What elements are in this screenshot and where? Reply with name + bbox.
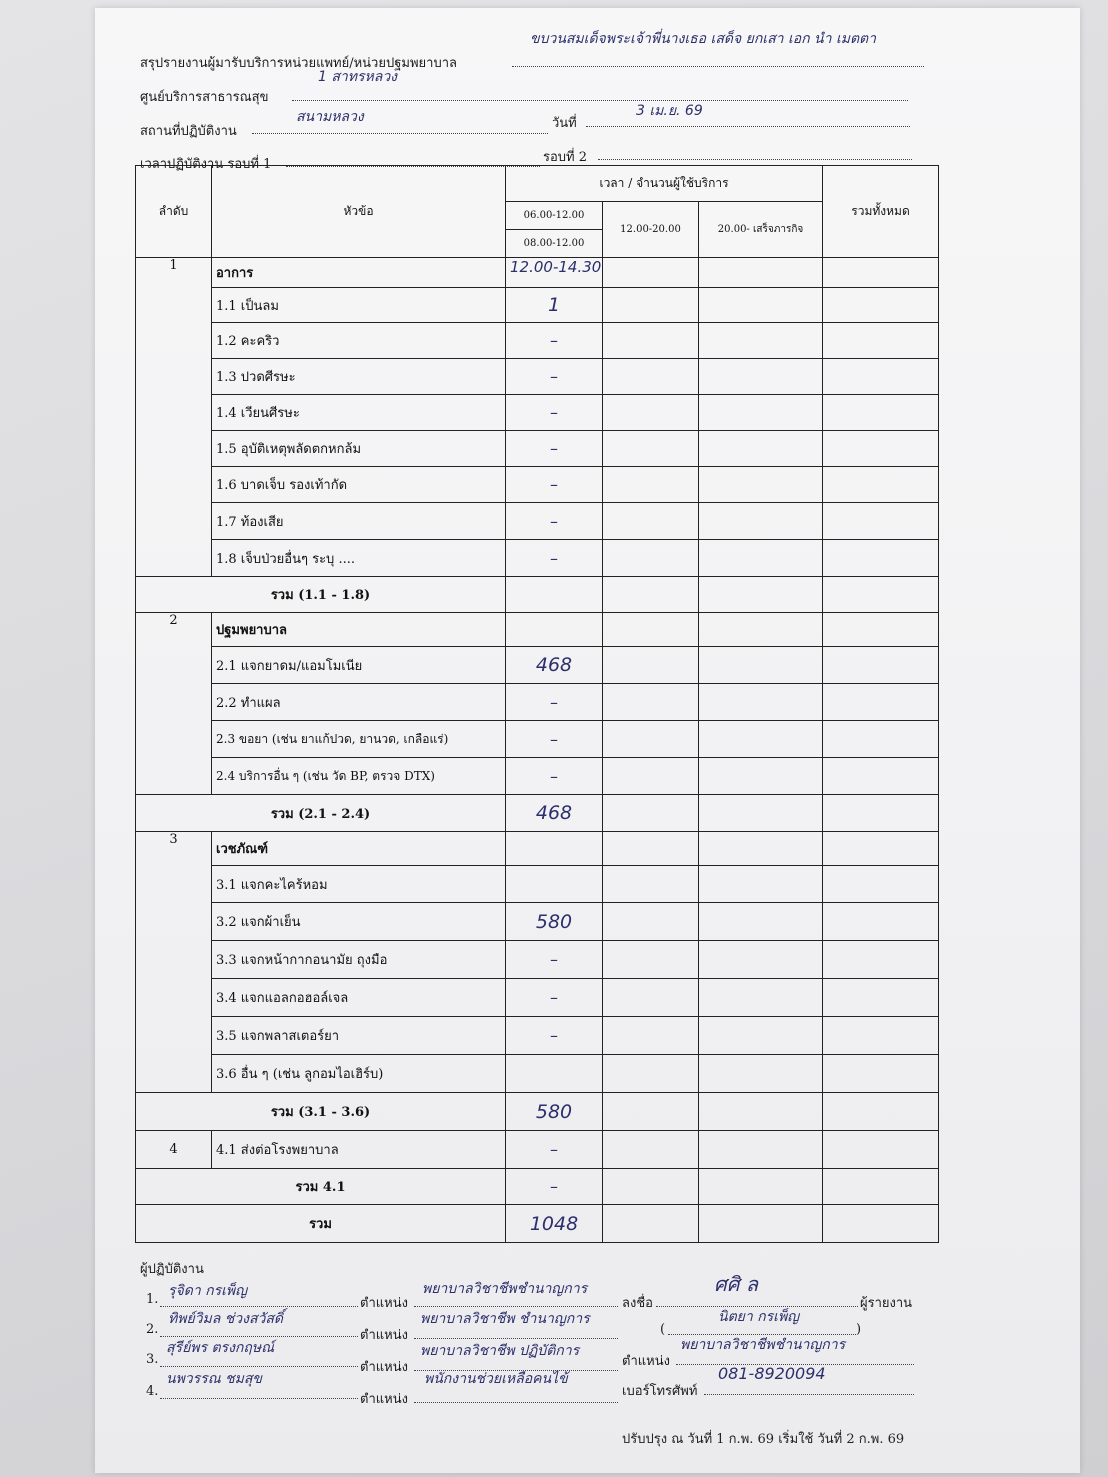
person-3-name-dots — [160, 1366, 358, 1367]
reporter-position: พยาบาลวิชาชีพชำนาญการ — [680, 1337, 846, 1353]
item-value: 1 — [506, 288, 603, 323]
empty-cell — [699, 866, 823, 903]
empty-cell — [603, 832, 699, 866]
table-row — [136, 1131, 939, 1169]
col-time1b-header: 08.00-12.00 — [506, 230, 603, 258]
empty-cell — [603, 323, 699, 359]
sum-row — [136, 1169, 939, 1205]
sum-label: รวม (1.1 - 1.8) — [136, 577, 506, 613]
section-3-title: เวชภัณฑ์ — [212, 832, 506, 866]
empty-cell — [699, 323, 823, 359]
person-2-position: พยาบาลวิชาชีพ ชำนาญการ — [420, 1311, 590, 1327]
empty-cell — [603, 1205, 699, 1243]
empty-cell — [603, 540, 699, 577]
section-2-index: 2 — [136, 613, 212, 795]
empty-cell — [603, 359, 699, 395]
header-title-label: สรุปรายงานผู้มารับบริการหน่วยแพทย์/หน่วยปฐมพยาบาล — [140, 56, 457, 71]
item-label: 2.2 ทำแผล — [212, 684, 506, 721]
sum-value: – — [506, 1169, 603, 1205]
sum-label: รวม 4.1 — [136, 1169, 506, 1205]
empty-cell — [699, 795, 823, 832]
grand-total-label: รวม — [136, 1205, 506, 1243]
empty-cell — [603, 395, 699, 431]
item-value: – — [506, 979, 603, 1017]
sum-row — [136, 795, 939, 832]
signatures-title: ผู้ปฏิบัติงาน — [140, 1262, 204, 1277]
empty-cell — [699, 503, 823, 540]
item-value: – — [506, 721, 603, 758]
table-row — [136, 979, 939, 1017]
empty-cell — [699, 1093, 823, 1131]
table-row — [136, 684, 939, 721]
empty-cell — [603, 903, 699, 941]
item-value: – — [506, 758, 603, 795]
person-2-position-dots — [414, 1338, 618, 1339]
item-label: 1.8 เจ็บป่วยอื่นๆ ระบุ .... — [212, 540, 506, 577]
header-title-value: ขบวนสมเด็จพระเจ้าพี่นางเธอ เสด็จ ยกเสา เอก นำ เมตตา — [530, 31, 877, 47]
item-label: 3.2 แจกผ้าเย็น — [212, 903, 506, 941]
empty-cell — [823, 1169, 939, 1205]
empty-cell — [506, 613, 603, 647]
col-time1a-header: 06.00-12.00 — [506, 202, 603, 230]
person-1-num: 1. — [146, 1292, 159, 1307]
person-3-position-label: ตำแหน่ง — [360, 1360, 408, 1375]
empty-cell — [823, 431, 939, 467]
table-row — [136, 359, 939, 395]
empty-cell — [699, 721, 823, 758]
item-label: 1.1 เป็นลม — [212, 288, 506, 323]
reporter-label: ผู้รายงาน — [860, 1296, 913, 1311]
empty-cell — [823, 1131, 939, 1169]
empty-cell — [823, 540, 939, 577]
reporter-name: นิตยา กรเพ็ญ — [718, 1309, 800, 1325]
round2-label: รอบที่ 2 — [543, 150, 588, 165]
item-label: 3.5 แจกพลาสเตอร์ยา — [212, 1017, 506, 1055]
person-4-position: พนักงานช่วยเหลือคนไข้ — [424, 1371, 568, 1387]
empty-cell — [699, 467, 823, 503]
empty-cell — [603, 979, 699, 1017]
empty-cell — [823, 359, 939, 395]
sum-value: 468 — [506, 795, 603, 832]
sum-value — [506, 577, 603, 613]
item-label: 3.1 แจกคะไคร้หอม — [212, 866, 506, 903]
empty-cell — [603, 577, 699, 613]
health-center-value: 1 สาทรหลวง — [318, 69, 398, 85]
item-label: 2.1 แจกยาดม/แอมโมเนีย — [212, 647, 506, 684]
empty-cell — [506, 832, 603, 866]
table-row — [136, 647, 939, 684]
item-label: 4.1 ส่งต่อโรงพยาบาล — [212, 1131, 506, 1169]
table-row — [136, 395, 939, 431]
empty-cell — [699, 1131, 823, 1169]
table-row — [136, 540, 939, 577]
person-4-position-dots — [414, 1402, 618, 1403]
item-label: 1.5 อุบัติเหตุพลัดตกหกล้ม — [212, 431, 506, 467]
revision-footer: ปรับปรุง ณ วันที่ 1 ก.พ. 69 เริ่มใช้ วันที่ 2 ก.พ. 69 — [622, 1432, 905, 1447]
empty-cell — [699, 395, 823, 431]
empty-cell — [823, 503, 939, 540]
phone-label: เบอร์โทรศัพท์ — [622, 1384, 698, 1399]
service-table — [135, 165, 939, 1243]
item-label: 1.6 บาดเจ็บ รองเท้ากัด — [212, 467, 506, 503]
empty-cell — [603, 758, 699, 795]
empty-cell — [603, 684, 699, 721]
person-1-name-dots — [160, 1306, 358, 1307]
table-row — [136, 431, 939, 467]
date-value: 3 เม.ย. 69 — [636, 103, 703, 119]
empty-cell — [603, 1131, 699, 1169]
table-row — [136, 288, 939, 323]
empty-cell — [603, 1017, 699, 1055]
empty-cell — [823, 613, 939, 647]
item-label: 3.6 อื่น ๆ (เช่น ลูกอมไอเฮิร์บ) — [212, 1055, 506, 1093]
empty-cell — [603, 613, 699, 647]
empty-cell — [603, 1093, 699, 1131]
empty-cell — [699, 431, 823, 467]
item-value: – — [506, 359, 603, 395]
empty-cell — [603, 1169, 699, 1205]
empty-cell — [699, 258, 823, 288]
empty-cell — [823, 288, 939, 323]
person-2-name: ทิพย์วิมล ช่วงสวัสดิ์ — [168, 1311, 284, 1327]
empty-cell — [603, 647, 699, 684]
empty-cell — [823, 1205, 939, 1243]
section-4-index: 4 — [136, 1131, 212, 1169]
reporter-name-paren-close: ) — [856, 1322, 862, 1337]
health-center-label: ศูนย์บริการสาธารณสุข — [140, 90, 269, 105]
empty-cell — [823, 1055, 939, 1093]
item-label: 3.4 แจกแอลกอฮอล์เจล — [212, 979, 506, 1017]
empty-cell — [823, 866, 939, 903]
empty-cell — [699, 359, 823, 395]
item-label: 1.3 ปวดศีรษะ — [212, 359, 506, 395]
item-value: – — [506, 540, 603, 577]
empty-cell — [699, 684, 823, 721]
item-value — [506, 866, 603, 903]
empty-cell — [699, 1055, 823, 1093]
person-4-position-label: ตำแหน่ง — [360, 1392, 408, 1407]
table-row — [136, 903, 939, 941]
table-row — [136, 1017, 939, 1055]
item-value: – — [506, 395, 603, 431]
empty-cell — [823, 795, 939, 832]
empty-cell — [823, 467, 939, 503]
empty-cell — [603, 795, 699, 832]
empty-cell — [823, 1017, 939, 1055]
empty-cell — [823, 647, 939, 684]
person-2-num: 2. — [146, 1322, 159, 1337]
person-4-name: นพวรรณ ชมสุข — [166, 1371, 262, 1387]
empty-cell — [699, 540, 823, 577]
reporter-position-label: ตำแหน่ง — [622, 1354, 670, 1369]
item-label: 1.7 ท้องเสีย — [212, 503, 506, 540]
reporter-name-paren-open: ( — [660, 1322, 666, 1337]
empty-cell — [823, 903, 939, 941]
table-row — [136, 941, 939, 979]
table-row — [136, 721, 939, 758]
empty-cell — [823, 941, 939, 979]
col-topic-header: หัวข้อ — [212, 166, 506, 258]
empty-cell — [603, 467, 699, 503]
item-label: 3.3 แจกหน้ากากอนามัย ถุงมือ — [212, 941, 506, 979]
grand-total-value: 1048 — [506, 1205, 603, 1243]
date-label: วันที่ — [552, 116, 577, 131]
person-2-position-label: ตำแหน่ง — [360, 1328, 408, 1343]
person-1-position: พยาบาลวิชาชีพชำนาญการ — [422, 1281, 588, 1297]
sum-value: 580 — [506, 1093, 603, 1131]
empty-cell — [699, 832, 823, 866]
empty-cell — [823, 758, 939, 795]
empty-cell — [823, 721, 939, 758]
person-4-name-dots — [160, 1398, 358, 1399]
item-label: 1.4 เวียนศีรษะ — [212, 395, 506, 431]
item-label: 1.2 คะคริว — [212, 323, 506, 359]
empty-cell — [823, 395, 939, 431]
col-time3-header: 20.00- เสร็จภารกิจ — [699, 202, 823, 258]
sum-label: รวม (3.1 - 3.6) — [136, 1093, 506, 1131]
empty-cell — [603, 941, 699, 979]
location-dots — [252, 133, 548, 134]
grand-total-row — [136, 1205, 939, 1243]
empty-cell — [699, 758, 823, 795]
health-center-dots — [292, 100, 908, 101]
table-row — [136, 866, 939, 903]
col-time2-header: 12.00-20.00 — [603, 202, 699, 258]
section-2-title: ปฐมพยาบาล — [212, 613, 506, 647]
person-3-position: พยาบาลวิชาชีพ ปฏิบัติการ — [420, 1343, 580, 1359]
reporter-signature: ศศิ ล — [714, 1272, 759, 1296]
table-row — [136, 1055, 939, 1093]
empty-cell — [603, 431, 699, 467]
empty-cell — [699, 613, 823, 647]
table-row — [136, 758, 939, 795]
empty-cell — [699, 1205, 823, 1243]
empty-cell — [699, 903, 823, 941]
empty-cell — [823, 1093, 939, 1131]
sum-row — [136, 577, 939, 613]
sum-label: รวม (2.1 - 2.4) — [136, 795, 506, 832]
person-1-name: รุจิดา กรเพ็ญ — [168, 1283, 248, 1299]
col-index-header: ลำดับ — [136, 166, 212, 258]
item-value: – — [506, 431, 603, 467]
item-value: 468 — [506, 647, 603, 684]
empty-cell — [823, 323, 939, 359]
empty-cell — [603, 503, 699, 540]
location-value: สนามหลวง — [296, 109, 364, 125]
section-1-index: 1 — [136, 258, 212, 577]
empty-cell — [823, 258, 939, 288]
person-4-num: 4. — [146, 1384, 159, 1399]
item-value: – — [506, 323, 603, 359]
phone-dots — [704, 1394, 914, 1395]
item-label: 2.4 บริการอื่น ๆ (เช่น วัด BP, ตรวจ DTX) — [212, 758, 506, 795]
item-value: – — [506, 1131, 603, 1169]
date-dots — [586, 126, 910, 127]
empty-cell — [699, 941, 823, 979]
col-total-header: รวมทั้งหมด — [823, 166, 939, 258]
item-value: – — [506, 503, 603, 540]
empty-cell — [823, 684, 939, 721]
table-row — [136, 467, 939, 503]
empty-cell — [823, 832, 939, 866]
handwritten-time: 12.00-14.30 — [506, 258, 603, 288]
item-value: – — [506, 1017, 603, 1055]
item-value — [506, 1055, 603, 1093]
table-row — [136, 503, 939, 540]
empty-cell — [603, 721, 699, 758]
item-value: – — [506, 467, 603, 503]
empty-cell — [823, 979, 939, 1017]
table-row — [136, 323, 939, 359]
person-3-name: สุรีย์พร ตรงกฤษณ์ — [166, 1340, 275, 1356]
sign-label: ลงชื่อ — [622, 1296, 653, 1311]
empty-cell — [603, 1055, 699, 1093]
col-time-group-header: เวลา / จำนวนผู้ใช้บริการ — [506, 166, 823, 202]
empty-cell — [699, 979, 823, 1017]
empty-cell — [603, 288, 699, 323]
empty-cell — [603, 866, 699, 903]
work-time-label: เวลาปฏิบัติงาน รอบที่ 1 — [140, 157, 272, 172]
empty-cell — [603, 258, 699, 288]
empty-cell — [699, 288, 823, 323]
location-label: สถานที่ปฏิบัติงาน — [140, 124, 237, 139]
sum-row — [136, 1093, 939, 1131]
round2-dots — [598, 159, 912, 160]
person-3-num: 3. — [146, 1352, 159, 1367]
empty-cell — [699, 647, 823, 684]
header-title-dots — [512, 66, 924, 67]
item-value: – — [506, 941, 603, 979]
empty-cell — [699, 1017, 823, 1055]
empty-cell — [699, 1169, 823, 1205]
section-1-title: อาการ — [212, 258, 506, 288]
person-1-position-dots — [414, 1306, 618, 1307]
empty-cell — [699, 577, 823, 613]
item-label: 2.3 ขอยา (เช่น ยาแก้ปวด, ยานวด, เกลือแร่) — [212, 721, 506, 758]
item-value: – — [506, 684, 603, 721]
empty-cell — [823, 577, 939, 613]
person-1-position-label: ตำแหน่ง — [360, 1296, 408, 1311]
phone-value: 081-8920094 — [718, 1364, 826, 1383]
section-3-index: 3 — [136, 832, 212, 1093]
item-value: 580 — [506, 903, 603, 941]
